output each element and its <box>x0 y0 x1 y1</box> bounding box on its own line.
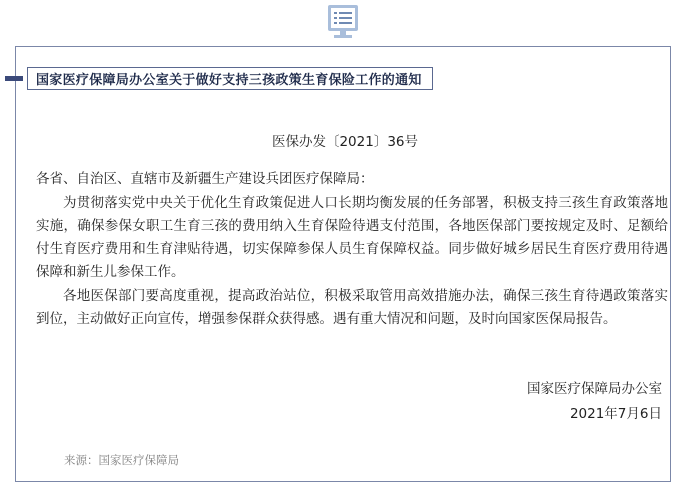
paragraph-text: 为贯彻落实党中央关于优化生育政策促进人口长期均衡发展的任务部署，积极支持三孩生育政策落地实施，确保参保女职工生育三孩的费用纳入生育保险待遇支付范围，各地医保部门要按规定及时、足额给付生育医疗费用和生育津贴待遇，切实保障参保人员生育保障权益。同步做好城乡居民生育医疗费用待遇保障和新生儿参保工作。 <box>36 195 668 280</box>
source-note: 来源：国家医疗保障局 <box>64 453 179 467</box>
title-box <box>27 67 433 90</box>
salutation: 各省、自治区、直辖市及新疆生产建设兵团医疗保障局： <box>36 171 374 187</box>
paragraph-text: 各地医保部门要高度重视，提高政治站位，积极采取管用高效措施办法，确保三孩生育待遇政策落实到位，主动做好正向宣传，增强参保群众获得感。遇有重大情况和问题，及时向国家医保局报告。 <box>36 288 668 327</box>
document-number: 医保办发〔2021〕36号 <box>271 134 419 150</box>
title-bar <box>5 66 509 91</box>
page-title: 国家医疗保障局办公室关于做好支持三孩政策生育保险工作的通知 <box>36 73 422 88</box>
document-list-icon <box>326 4 360 40</box>
paragraph-1 <box>36 192 668 284</box>
signature-date: 2021年7月6日 <box>569 406 662 422</box>
paragraph-2 <box>36 285 668 331</box>
signature-organization: 国家医疗保障局办公室 <box>527 381 662 397</box>
title-accent-bar <box>5 76 23 81</box>
